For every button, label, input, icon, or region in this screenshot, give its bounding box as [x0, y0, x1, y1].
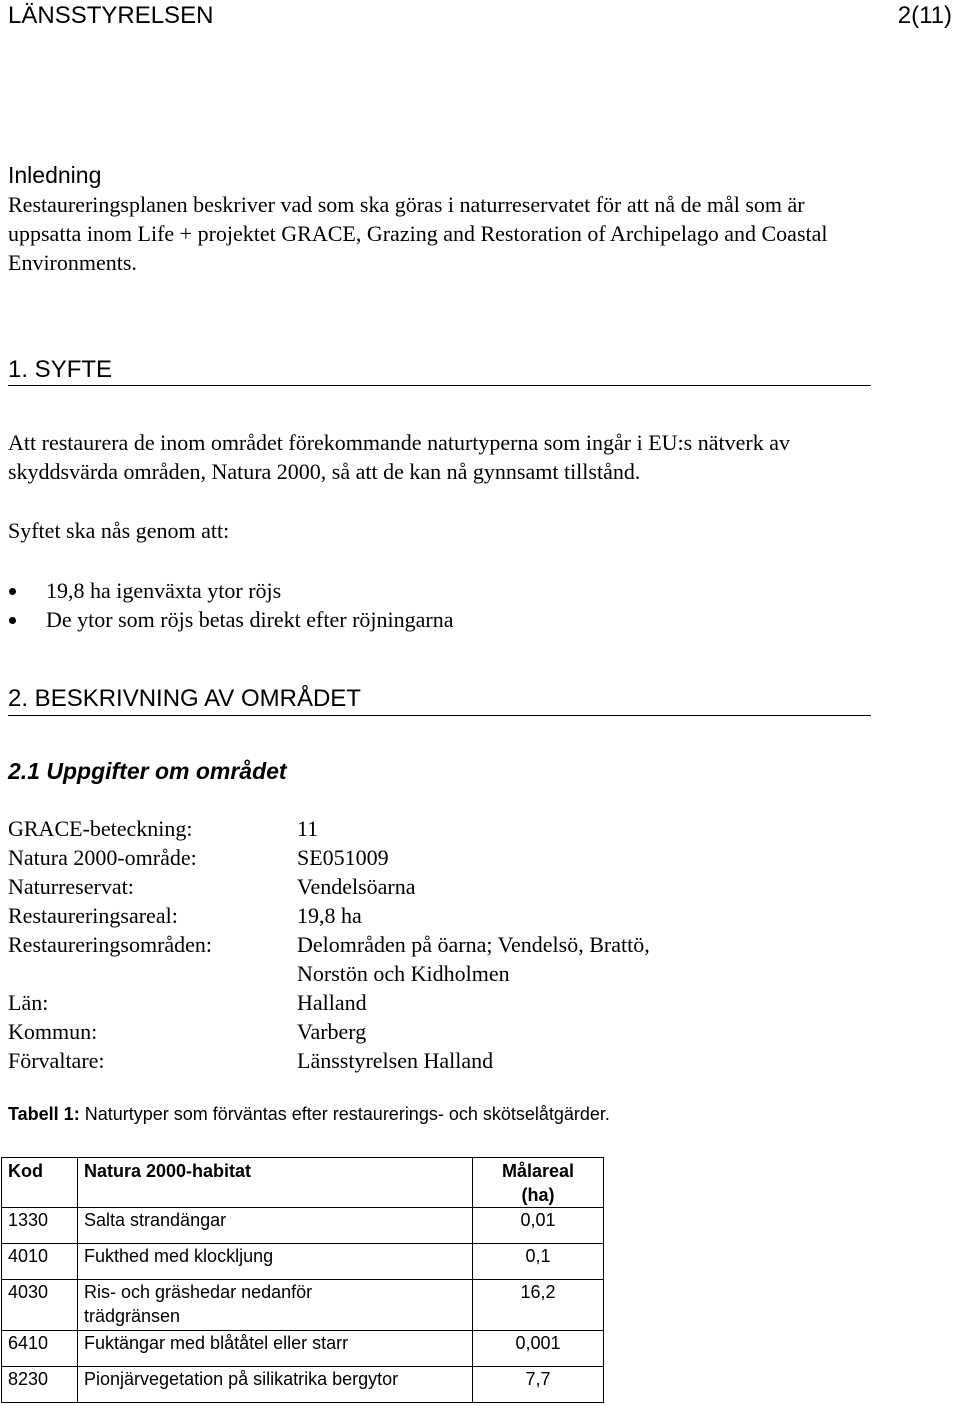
cell-habitat	[78, 1280, 473, 1331]
section-rule	[8, 715, 871, 716]
table-row	[2, 1244, 604, 1280]
col-header-habitat: Natura 2000-habitat	[78, 1158, 473, 1208]
table-caption-label: Tabell 1:	[8, 1104, 80, 1124]
info-label: Förvaltare:	[8, 1048, 105, 1073]
cell-areal: 0,001	[473, 1331, 604, 1367]
table-row	[2, 1280, 604, 1331]
info-value: Varberg	[297, 1019, 367, 1044]
cell-kod: 1330	[2, 1208, 78, 1244]
cell-areal: 7,7	[473, 1367, 604, 1403]
syfte-bullet: De ytor som röjs betas direkt efter röjningarna	[46, 607, 454, 632]
info-label: Kommun:	[8, 1019, 98, 1044]
table-row	[2, 1331, 604, 1367]
header-org: LÄNSSTYRELSEN	[8, 2, 214, 29]
col-header-unit: (ha)	[521, 1185, 555, 1205]
cell-kod: 8230	[2, 1367, 78, 1403]
syfte-line: Att restaurera de inom området förekommande naturtyperna som ingår i EU:s nätverk av	[8, 430, 790, 455]
syfte-bullet: 19,8 ha igenväxta ytor röjs	[46, 578, 282, 603]
col-header-malareal-label: Målareal	[501, 1161, 575, 1181]
bullet-dot	[9, 588, 16, 595]
cell-habitat: Salta strandängar	[78, 1208, 473, 1244]
table-header-row	[2, 1158, 604, 1208]
table-row	[2, 1208, 604, 1244]
info-label: Natura 2000-område:	[8, 845, 197, 870]
info-label: Län:	[8, 990, 49, 1015]
subsection-heading: 2.1 Uppgifter om området	[8, 758, 287, 784]
info-value: SE051009	[297, 845, 389, 870]
cell-habitat-line: Ris- och gräshedar nedanför	[84, 1282, 313, 1302]
info-label: GRACE-beteckning:	[8, 816, 193, 841]
info-label: Naturreservat:	[8, 874, 134, 899]
info-value: 19,8 ha	[297, 903, 362, 928]
cell-habitat: Fukthed med klockljung	[78, 1244, 473, 1280]
col-header-malareal	[473, 1158, 604, 1208]
section-heading-beskrivning: 2. BESKRIVNING AV OMRÅDET	[8, 685, 361, 712]
intro-title: Inledning	[8, 162, 102, 188]
intro-line: Environments.	[8, 250, 137, 275]
table-caption	[8, 1104, 610, 1125]
info-value: Delområden på öarna; Vendelsö, Brattö,	[297, 932, 650, 957]
cell-kod: 6410	[2, 1331, 78, 1367]
page-number: 2(11)	[897, 2, 952, 29]
info-value: Länsstyrelsen Halland	[297, 1048, 494, 1073]
cell-kod: 4030	[2, 1280, 78, 1331]
info-label: Restaureringsområden:	[8, 932, 213, 957]
cell-habitat: Pionjärvegetation på silikatrika bergytor	[78, 1367, 473, 1403]
info-value: Halland	[297, 990, 367, 1015]
intro-line: Restaureringsplanen beskriver vad som ska göras i naturreservatet för att nå de mål som är	[8, 192, 805, 217]
cell-kod: 4010	[2, 1244, 78, 1280]
cell-habitat-line: trädgränsen	[84, 1306, 181, 1326]
info-label: Restaureringsareal:	[8, 903, 178, 928]
section-rule	[8, 385, 871, 386]
info-value: 11	[297, 816, 319, 841]
cell-areal: 16,2	[473, 1280, 604, 1331]
cell-areal: 0,1	[473, 1244, 604, 1280]
col-header-kod: Kod	[2, 1158, 78, 1208]
info-value: Vendelsöarna	[297, 874, 416, 899]
syfte-lead: Syftet ska nås genom att:	[8, 518, 230, 543]
habitat-table	[1, 1157, 604, 1403]
bullet-dot	[9, 617, 16, 624]
table-row	[2, 1367, 604, 1403]
cell-habitat: Fuktängar med blåtåtel eller starr	[78, 1331, 473, 1367]
cell-areal: 0,01	[473, 1208, 604, 1244]
syfte-line: skyddsvärda områden, Natura 2000, så att de kan nå gynnsamt tillstånd.	[8, 459, 641, 484]
section-heading-syfte: 1. SYFTE	[8, 356, 113, 383]
intro-line: uppsatta inom Life + projektet GRACE, Grazing and Restoration of Archipelago and Coastal	[8, 221, 828, 246]
info-value-cont: Norstön och Kidholmen	[297, 961, 510, 986]
table-caption-text: Naturtyper som förväntas efter restaurerings- och skötselåtgärder.	[79, 1104, 610, 1124]
